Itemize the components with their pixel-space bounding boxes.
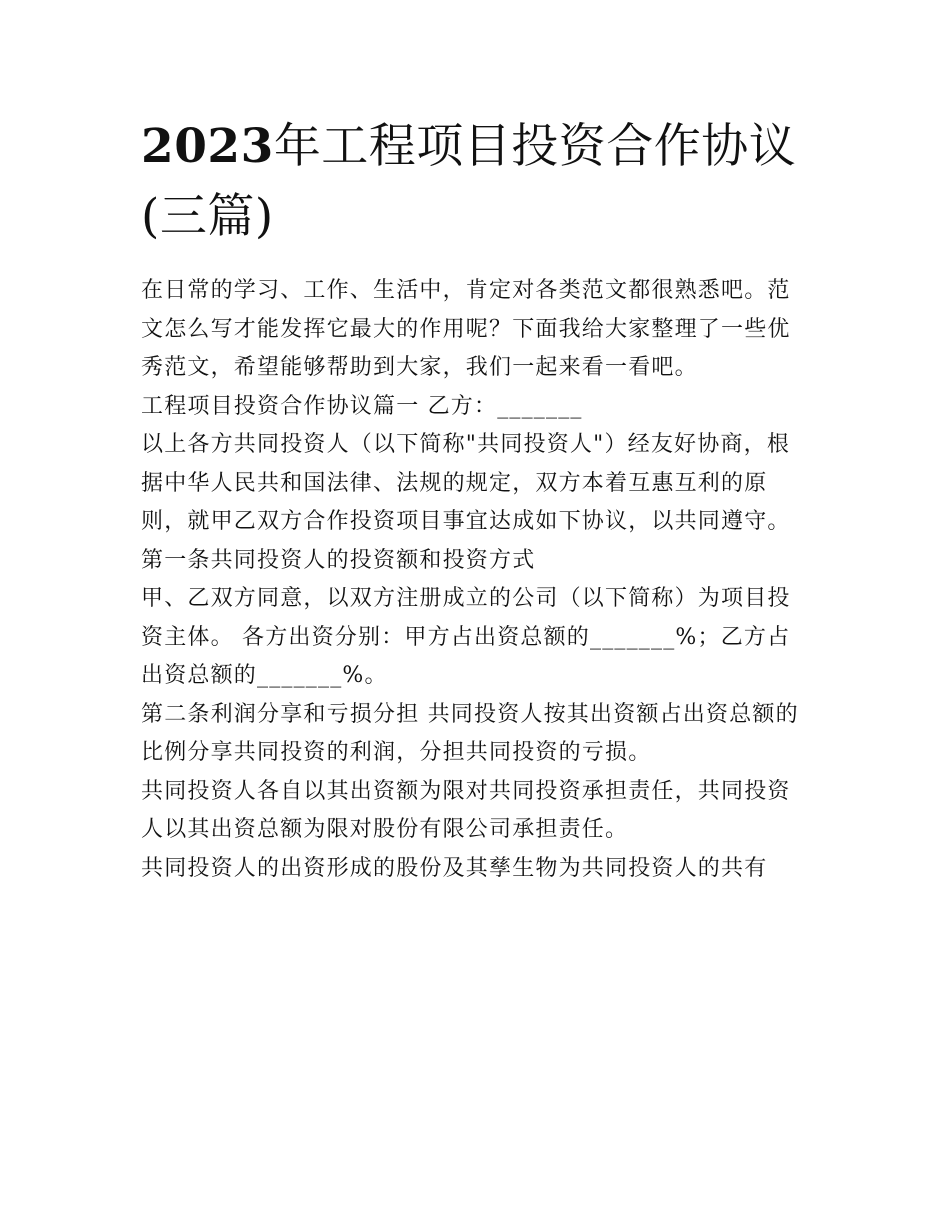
- paragraph-liability: 共同投资人各自以其出资额为限对共同投资承担责任，共同投资人以其出资总额为限对股份有限公司承担责任。: [141, 778, 791, 842]
- paragraph-shared-property: 共同投资人的出资形成的股份及其孳生物为共同投资人的共有: [141, 855, 768, 881]
- paragraph-intro: 在日常的学习、工作、生活中，肯定对各类范文都很熟悉吧。范文怎么写才能发挥它最大的作用呢？下面我给大家整理了一些优秀范文，希望能够帮助到大家，我们一起来看一看吧。: [141, 278, 791, 380]
- document-body: [141, 272, 813, 888]
- paragraph-profit-sharing: 第二条利润分享和亏损分担 共同投资人按其出资额占出资总额的比例分享共同投资的利润，分担共同投资的亏损。: [141, 701, 799, 765]
- document-page: [141, 112, 813, 888]
- paragraph-investment-shares: 甲、乙双方同意，以双方注册成立的公司（以下简称）为项目投资主体。 各方出资分别：甲方占出资总额的_______%；乙方占出资总额的_______%。: [141, 586, 791, 688]
- title-year: 2023: [141, 119, 274, 174]
- paragraph-section-heading: 工程项目投资合作协议篇一 乙方：_______: [141, 393, 583, 419]
- title-text: 年工程项目投资合作协议(三篇): [141, 119, 797, 244]
- paragraph-preamble: 以上各方共同投资人（以下简称"共同投资人"）经友好协商，根据中华人民共和国法律、法规的规定，双方本着互惠互利的原则，就甲乙双方合作投资项目事宜达成如下协议，以共同遵守。第一条共同投资人的投资额和投资方式: [141, 432, 791, 573]
- document-title: [141, 112, 813, 252]
